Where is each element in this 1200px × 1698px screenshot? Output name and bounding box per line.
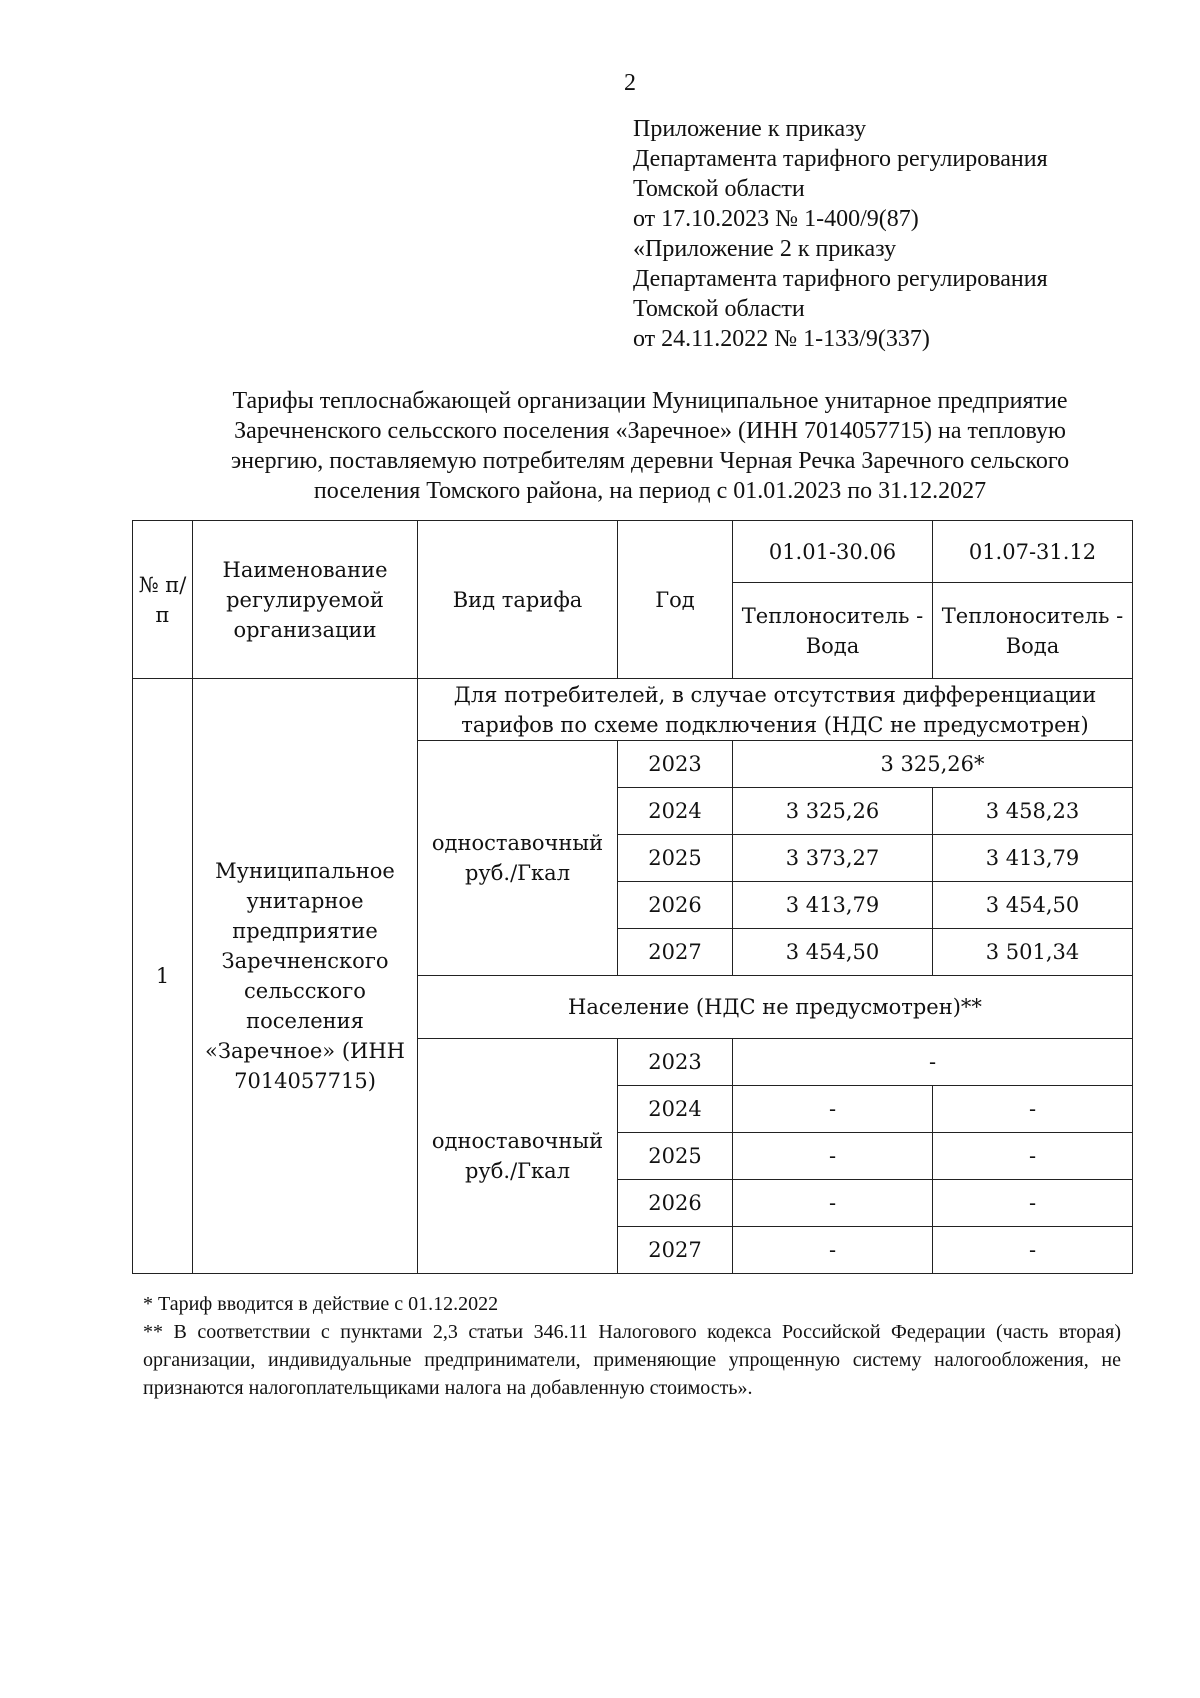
appendix-line: Томской области (633, 176, 805, 202)
value-cell: - (733, 1086, 933, 1133)
value-cell: 3 458,23 (933, 788, 1133, 835)
year-cell: 2025 (618, 835, 733, 882)
title-line: поселения Томского района, на период с 01.01.2023 по 31.12.2027 (313, 478, 987, 504)
appendix-line: Томской области (633, 296, 805, 322)
title-line: Тарифы теплоснабжающей организации Муниципальное унитарное предприятие (232, 388, 1068, 414)
year-cell: 2027 (618, 929, 733, 976)
header-year: Год (618, 521, 733, 679)
appendix-line: «Приложение 2 к приказу (633, 236, 897, 262)
value-cell: 3 454,50 (733, 929, 933, 976)
header-carrier-2: Теплоноситель - Вода (933, 583, 1133, 679)
footnote: * Тариф вводится в действие с 01.12.2022 (143, 1293, 499, 1315)
value-cell: 3 454,50 (933, 882, 1133, 929)
page-number: 2 (624, 70, 636, 96)
value-cell: 3 413,79 (733, 882, 933, 929)
appendix-header (633, 114, 1048, 354)
document-title (160, 386, 1140, 506)
value-cell: - (733, 1133, 933, 1180)
year-cell: 2025 (618, 1133, 733, 1180)
tariff-table (132, 520, 1133, 1274)
year-cell: 2024 (618, 788, 733, 835)
year-cell: 2026 (618, 1180, 733, 1227)
value-cell: 3 325,26* (733, 741, 1133, 788)
section-heading: Население (НДС не предусмотрен)** (418, 976, 1133, 1039)
header-period-1: 01.01-30.06 (733, 521, 933, 583)
header-period-2: 01.07-31.12 (933, 521, 1133, 583)
appendix-line: Приложение к приказу (633, 116, 867, 142)
value-cell: - (733, 1180, 933, 1227)
header-tariff-type: Вид тарифа (418, 521, 618, 679)
value-cell: - (733, 1227, 933, 1274)
year-cell: 2024 (618, 1086, 733, 1133)
appendix-line: от 24.11.2022 № 1-133/9(337) (633, 326, 930, 352)
tariff-type-cell: одноставочный руб./Гкал (418, 741, 618, 976)
value-cell: - (933, 1180, 1133, 1227)
value-cell: 3 501,34 (933, 929, 1133, 976)
header-num: № п/п (133, 521, 193, 679)
appendix-line: Департамента тарифного регулирования (633, 146, 1048, 172)
header-carrier-1: Теплоноситель - Вода (733, 583, 933, 679)
row-number: 1 (133, 679, 193, 1274)
organization-name: Муниципальное унитарное предприятие Заречненского сельсского поселения «Заречное» (ИНН 7014057715) (193, 679, 418, 1274)
value-cell: - (933, 1227, 1133, 1274)
year-cell: 2023 (618, 741, 733, 788)
value-cell: - (733, 1039, 1133, 1086)
value-cell: 3 373,27 (733, 835, 933, 882)
title-line: энергию, поставляемую потребителям деревни Черная Речка Заречного сельского (230, 448, 1070, 474)
value-cell: - (933, 1133, 1133, 1180)
value-cell: 3 413,79 (933, 835, 1133, 882)
section-heading: Для потребителей, в случае отсутствия дифференциации тарифов по схеме подключения (НДС не предусмотрен) (418, 679, 1133, 741)
appendix-line: Департамента тарифного регулирования (633, 266, 1048, 292)
tariff-type-cell: одноставочный руб./Гкал (418, 1039, 618, 1274)
value-cell: - (933, 1086, 1133, 1133)
value-cell: 3 325,26 (733, 788, 933, 835)
year-cell: 2026 (618, 882, 733, 929)
header-org-name: Наименование регулируемой организации (193, 521, 418, 679)
year-cell: 2027 (618, 1227, 733, 1274)
year-cell: 2023 (618, 1039, 733, 1086)
title-line: Заречненского сельсского поселения «Заречное» (ИНН 7014057715) на тепловую (234, 418, 1066, 444)
appendix-line: от 17.10.2023 № 1-400/9(87) (633, 206, 919, 232)
footnotes (143, 1290, 1121, 1402)
footnote: ** В соответствии с пунктами 2,3 статьи 346.11 Налогового кодекса Российской Федерации (часть вторая) организации, индивидуальные предприниматели, применяющие упрощенную систему налогообложения, не признаются налогоплательщиками налога на добавленную стоимость». (143, 1321, 1121, 1399)
